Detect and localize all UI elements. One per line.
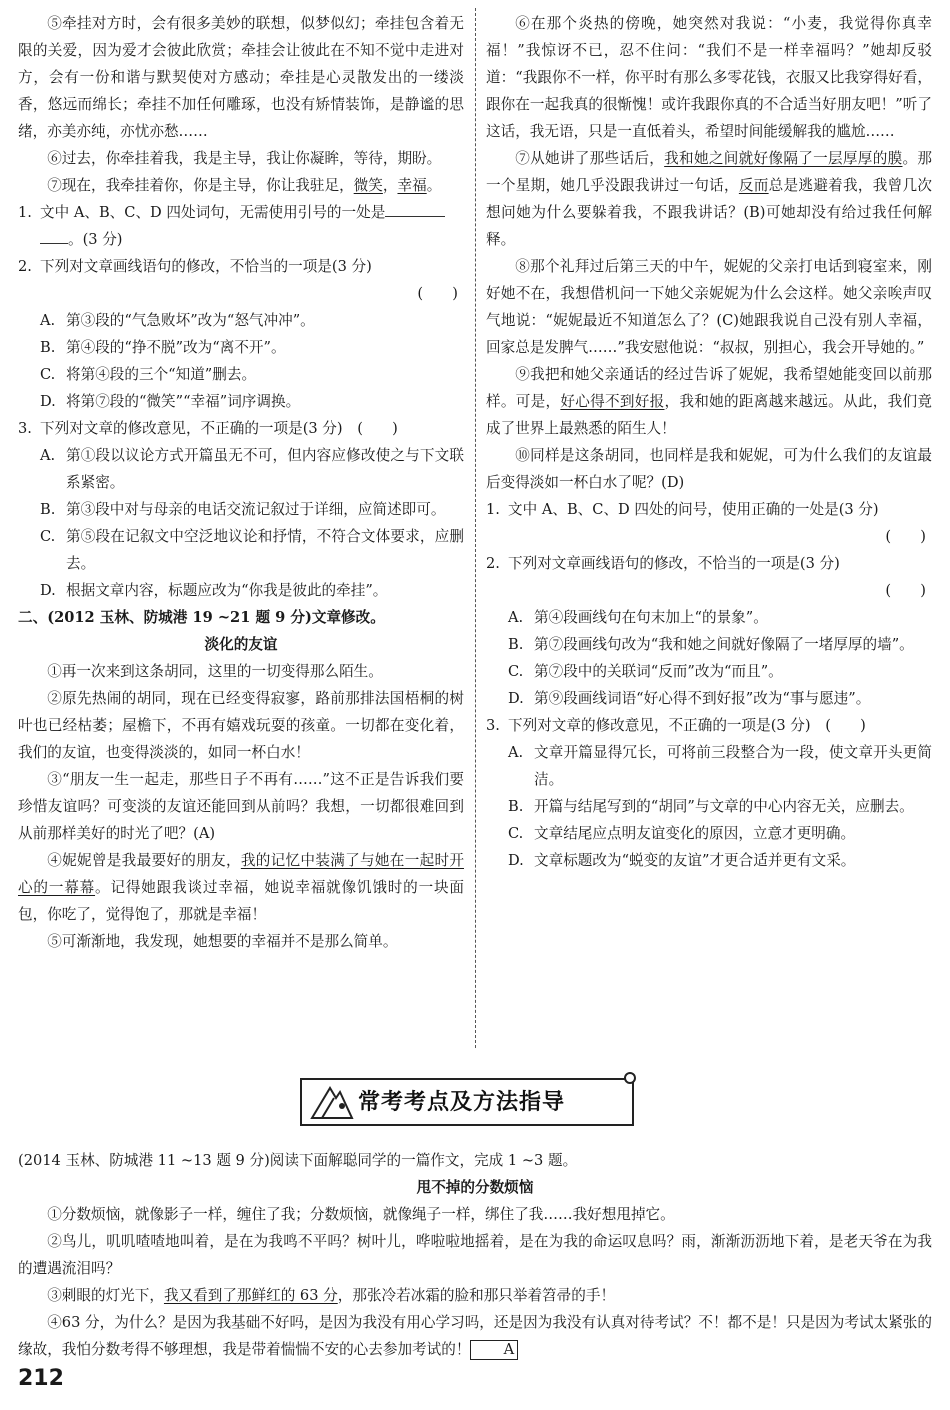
essay-paragraph-2: ②鸟儿，叽叽喳喳地叫着，是在为我鸣不平吗？树叶儿，哗啦啦地摇着，是在为我的命运叹息吗？雨，渐渐沥沥地下着，是老天爷在为我的遭遇流泪吗？ bbox=[18, 1233, 932, 1277]
question-number: 1. bbox=[18, 204, 32, 221]
question-text: 下列对文章的修改意见，不正确的一项是(3 分) ( ) bbox=[40, 420, 398, 437]
option-letter: B. bbox=[40, 501, 56, 518]
article-paragraph-8: ⑧那个礼拜过后第三天的中午，妮妮的父亲打电话到寝室来，刚好她不在，我想借机问一下她父亲妮妮为什么会这样。她父亲唉声叹气地说：“妮妮最近不知道怎么了？(C)她跟我说自己没有别人幸福，回家总是发脾气……”我安慰他说：“叔叔，别担心，我会开导她的。” bbox=[486, 258, 932, 356]
option-text: 第①段以议论方式开篇虽无不可，但内容应修改使之与下文联系紧密。 bbox=[66, 447, 464, 491]
option-letter: C. bbox=[508, 663, 524, 680]
bottom-intro: (2014 玉林、防城港 11 ~13 题 9 分)阅读下面解聪同学的一篇作文，完成 1 ~3 题。 bbox=[18, 1152, 578, 1169]
option-letter: A. bbox=[40, 312, 56, 329]
section-banner bbox=[300, 1072, 640, 1126]
paragraph-7-text: ⑦现在，我牵挂着你，你是主导，你让我驻足， bbox=[47, 177, 354, 194]
option-letter: A. bbox=[40, 447, 56, 464]
question-text: 下列对文章画线语句的修改，不恰当的一项是(3 分) bbox=[508, 555, 840, 572]
option-b bbox=[486, 793, 932, 820]
question-1 bbox=[18, 199, 464, 253]
option-letter: D. bbox=[508, 852, 524, 869]
option-letter: A. bbox=[508, 609, 524, 626]
question-number: 1. bbox=[486, 501, 500, 518]
passage1-paragraph-7 bbox=[18, 172, 464, 199]
answer-blank[interactable] bbox=[385, 202, 445, 217]
question-number: 2. bbox=[18, 258, 32, 275]
option-c bbox=[18, 523, 464, 577]
option-letter: C. bbox=[40, 366, 56, 383]
article-paragraph-6: ⑥在那个炎热的傍晚，她突然对我说：“小麦，我觉得你真幸福！”我惊讶不已，忍不住问：“我们不是一样幸福吗？”她却反驳道：“我跟你不一样，你平时有那么多零花钱，衣服又比我穿得好看，跟你在一起我真的很惭愧！或许我跟你真的不合适当好朋友吧！”听了这话，我无语，只是一直低着头，希望时间能缓解我的尴尬…… bbox=[486, 15, 932, 140]
question-3 bbox=[18, 415, 464, 442]
section-2-heading: 二、(2012 玉林、防城港 19 ~21 题 9 分)文章修改。 bbox=[18, 609, 385, 626]
answer-parentheses[interactable]: ( ) bbox=[885, 582, 926, 599]
question-text: 下列对文章的修改意见，不正确的一项是(3 分) ( ) bbox=[508, 717, 866, 734]
option-text: 第⑦段画线句改为“我和她之间就好像隔了一堵厚厚的墙”。 bbox=[534, 636, 914, 653]
paragraph-text: 。记得她跟我谈过幸福，她说幸福就像饥饿时的一块面包，你吃了，觉得饱了，那就是幸福！ bbox=[18, 879, 464, 923]
option-a bbox=[18, 442, 464, 496]
option-text: 文章开篇显得冗长，可将前三段整合为一段，使文章开头更简洁。 bbox=[534, 744, 932, 788]
option-text: 开篇与结尾写到的“胡同”与文章的中心内容无关，应删去。 bbox=[534, 798, 914, 815]
passage1-paragraph-5: ⑤牵挂对方时，会有很多美妙的联想，似梦似幻；牵挂包含着无限的关爱，因为爱才会彼此欣赏；牵挂会让彼此在不知不觉中走进对方，会有一份和谐与默契使对方感动；牵挂是心灵散发出的一缕淡香，悠远而绵长；牵挂不加任何雕琢，也没有矫情装饰，是静谧的思绪，亦美亦纯，亦忧亦愁…… bbox=[18, 15, 464, 140]
option-b bbox=[18, 334, 464, 361]
answer-parentheses[interactable]: ( ) bbox=[417, 285, 458, 302]
left-column bbox=[18, 10, 464, 955]
article-paragraph-3: ③“朋友一生一起走，那些日子不再有……”这不正是告诉我们要珍惜友谊吗？可变淡的友谊还能回到从前吗？我想，一切都很难回到从前那样美好的时光了吧？(A) bbox=[18, 771, 464, 842]
paragraph-text: ，那张冷若冰霜的脸和那只举着笤帚的手！ bbox=[337, 1287, 616, 1304]
question-number: 2. bbox=[486, 555, 500, 572]
marker-box-a: A bbox=[470, 1340, 518, 1360]
option-text: 第⑦段中的关联词“反而”改为“而且”。 bbox=[534, 663, 783, 680]
banner-corner-dot bbox=[624, 1072, 636, 1084]
paragraph-text: ⑨我把和她父亲通话的经过告诉了妮妮，我希望她能变回以前那样。可是， bbox=[486, 366, 932, 410]
answer-parentheses[interactable]: ( ) bbox=[885, 528, 926, 545]
option-text: 文章标题改为“蜕变的友谊”才更合适并更有文采。 bbox=[534, 852, 856, 869]
option-letter: C. bbox=[40, 528, 56, 545]
underlined-happiness: 幸福 bbox=[397, 177, 427, 194]
option-d bbox=[18, 388, 464, 415]
option-a bbox=[18, 307, 464, 334]
question-1 bbox=[486, 496, 932, 523]
question-score: 。(3 分) bbox=[68, 231, 123, 248]
banner-title: 常考考点及方法指导 bbox=[358, 1090, 566, 1115]
essay-title: 甩不掉的分数烦恼 bbox=[416, 1179, 534, 1196]
underlined-smile: 微笑 bbox=[353, 177, 383, 194]
article-paragraph-7 bbox=[486, 145, 932, 253]
paragraph-7-sep: ， bbox=[382, 177, 398, 194]
option-b bbox=[486, 631, 932, 658]
question-3 bbox=[486, 712, 932, 739]
article-paragraph-2: ②原先热闹的胡同，现在已经变得寂寥，路前那排法国梧桐的树叶也已经枯萎；屋檐下，不再有嬉戏玩耍的孩童。一切都在变化着，我们的友谊，也变得淡淡的，如同一杯白水！ bbox=[18, 690, 464, 761]
option-c bbox=[18, 361, 464, 388]
underlined-sentence: 我的记忆中装满了与她在一起时开心的一幕幕 bbox=[18, 852, 464, 896]
question-text: 文中 A、B、C、D 四处的问号，使用正确的一处是(3 分) bbox=[508, 501, 879, 518]
article-paragraph-1: ①再一次来到这条胡同，这里的一切变得那么陌生。 bbox=[47, 663, 383, 680]
paragraph-7-end: 。 bbox=[426, 177, 442, 194]
option-letter: B. bbox=[508, 636, 524, 653]
option-text: 第⑤段在记叙文中空泛地议论和抒情，不符合文体要求，应删去。 bbox=[66, 528, 464, 572]
column-divider bbox=[475, 8, 476, 1048]
essay-paragraph-1: ①分数烦恼，就像影子一样，缠住了我；分数烦恼，就像绳子一样，绑住了我……我好想甩掉它。 bbox=[47, 1206, 675, 1223]
option-letter: A. bbox=[508, 744, 524, 761]
question-number: 3. bbox=[18, 420, 32, 437]
underlined-sentence: 我和她之间就好像隔了一层厚厚的膜 bbox=[664, 150, 903, 167]
question-text bbox=[40, 199, 464, 253]
question-3-options bbox=[486, 739, 932, 874]
question-number: 3. bbox=[486, 717, 500, 734]
option-a bbox=[486, 739, 932, 793]
underlined-phrase: 好心得不到好报 bbox=[560, 393, 665, 410]
bottom-section bbox=[18, 1147, 932, 1363]
option-text: 第③段中对与母亲的电话交流记叙过于详细，应简述即可。 bbox=[66, 501, 446, 518]
option-text: 第③段的“气急败坏”改为“怒气冲冲”。 bbox=[66, 312, 315, 329]
essay-paragraph-4 bbox=[18, 1309, 932, 1363]
question-3-options bbox=[18, 442, 464, 604]
option-c bbox=[486, 820, 932, 847]
option-text: 根据文章内容，标题应改为“你我是彼此的牵挂”。 bbox=[66, 582, 388, 599]
mountain-icon bbox=[310, 1084, 354, 1124]
option-a bbox=[486, 604, 932, 631]
paragraph-text: ，我和她的距离越来越远。从此，我们竟成了世界上最熟悉的陌生人！ bbox=[486, 393, 932, 437]
option-letter: B. bbox=[40, 339, 56, 356]
option-b bbox=[18, 496, 464, 523]
passage1-paragraph-6: ⑥过去，你牵挂着我，我是主导，我让你凝眸，等待，期盼。 bbox=[47, 150, 442, 167]
article-paragraph-5: ⑤可渐渐地，我发现，她想要的幸福并不是那么简单。 bbox=[47, 933, 398, 950]
question-2 bbox=[486, 550, 932, 577]
option-text: 第⑨段画线词语“好心得不到好报”改为“事与愿违”。 bbox=[534, 690, 871, 707]
paragraph-text: ③刺眼的灯光下， bbox=[47, 1287, 164, 1304]
option-letter: B. bbox=[508, 798, 524, 815]
article-title: 淡化的友谊 bbox=[204, 636, 278, 653]
question-2 bbox=[18, 253, 464, 280]
right-column bbox=[486, 10, 932, 874]
option-letter: D. bbox=[40, 582, 56, 599]
option-text: 第④段画线句在句末加上“的景象”。 bbox=[534, 609, 768, 626]
paragraph-text: 总是逃避着我，我曾几次想问她为什么要躲着我，不跟我讲话？(B)可她却没有给过我任何解释。 bbox=[486, 177, 932, 248]
answer-blank-continued[interactable] bbox=[40, 229, 68, 244]
option-text: 文章结尾应点明友谊变化的原因，立意才更明确。 bbox=[534, 825, 856, 842]
underlined-sentence: 我又看到了那鲜红的 63 分 bbox=[163, 1287, 338, 1304]
option-d bbox=[486, 847, 932, 874]
option-text: 将第⑦段的“微笑”“幸福”词序调换。 bbox=[66, 393, 301, 410]
paragraph-text: ④妮妮曾是我最要好的朋友， bbox=[47, 852, 241, 869]
paragraph-text: 。那一个星期，她几乎没跟我讲过一句话， bbox=[486, 150, 932, 194]
option-letter: D. bbox=[508, 690, 524, 707]
option-letter: C. bbox=[508, 825, 524, 842]
option-d bbox=[486, 685, 932, 712]
article-paragraph-4 bbox=[18, 847, 464, 928]
page-number: 212 bbox=[18, 1366, 64, 1391]
article-paragraph-10: ⑩同样是这条胡同，也同样是我和妮妮，可为什么我们的友谊最后变得淡如一杯白水了呢？(D) bbox=[486, 447, 932, 491]
underlined-conjunction: 反而 bbox=[738, 177, 769, 194]
option-text: 将第④段的三个“知道”删去。 bbox=[66, 366, 257, 383]
option-letter: D. bbox=[40, 393, 56, 410]
article-paragraph-9 bbox=[486, 361, 932, 442]
paragraph-text: ④63 分，为什么？是因为我基础不好吗，是因为我没有用心学习吗，还是因为我没有认真对待考试？不！都不是！只是因为考试太紧张的缘故，我怕分数考得不够理想，我是带着惴惴不安的心去参加考试的！ bbox=[18, 1314, 932, 1358]
question-2-options bbox=[18, 307, 464, 415]
option-c bbox=[486, 658, 932, 685]
question-text: 下列对文章画线语句的修改，不恰当的一项是(3 分) bbox=[40, 258, 372, 275]
question-2-options bbox=[486, 604, 932, 712]
question-stem: 文中 A、B、C、D 四处词句，无需使用引号的一处是 bbox=[40, 204, 386, 221]
paragraph-text: ⑦从她讲了那些话后， bbox=[515, 150, 665, 167]
option-d bbox=[18, 577, 464, 604]
essay-paragraph-3 bbox=[18, 1282, 932, 1309]
option-text: 第④段的“挣不脱”改为“离不开”。 bbox=[66, 339, 286, 356]
